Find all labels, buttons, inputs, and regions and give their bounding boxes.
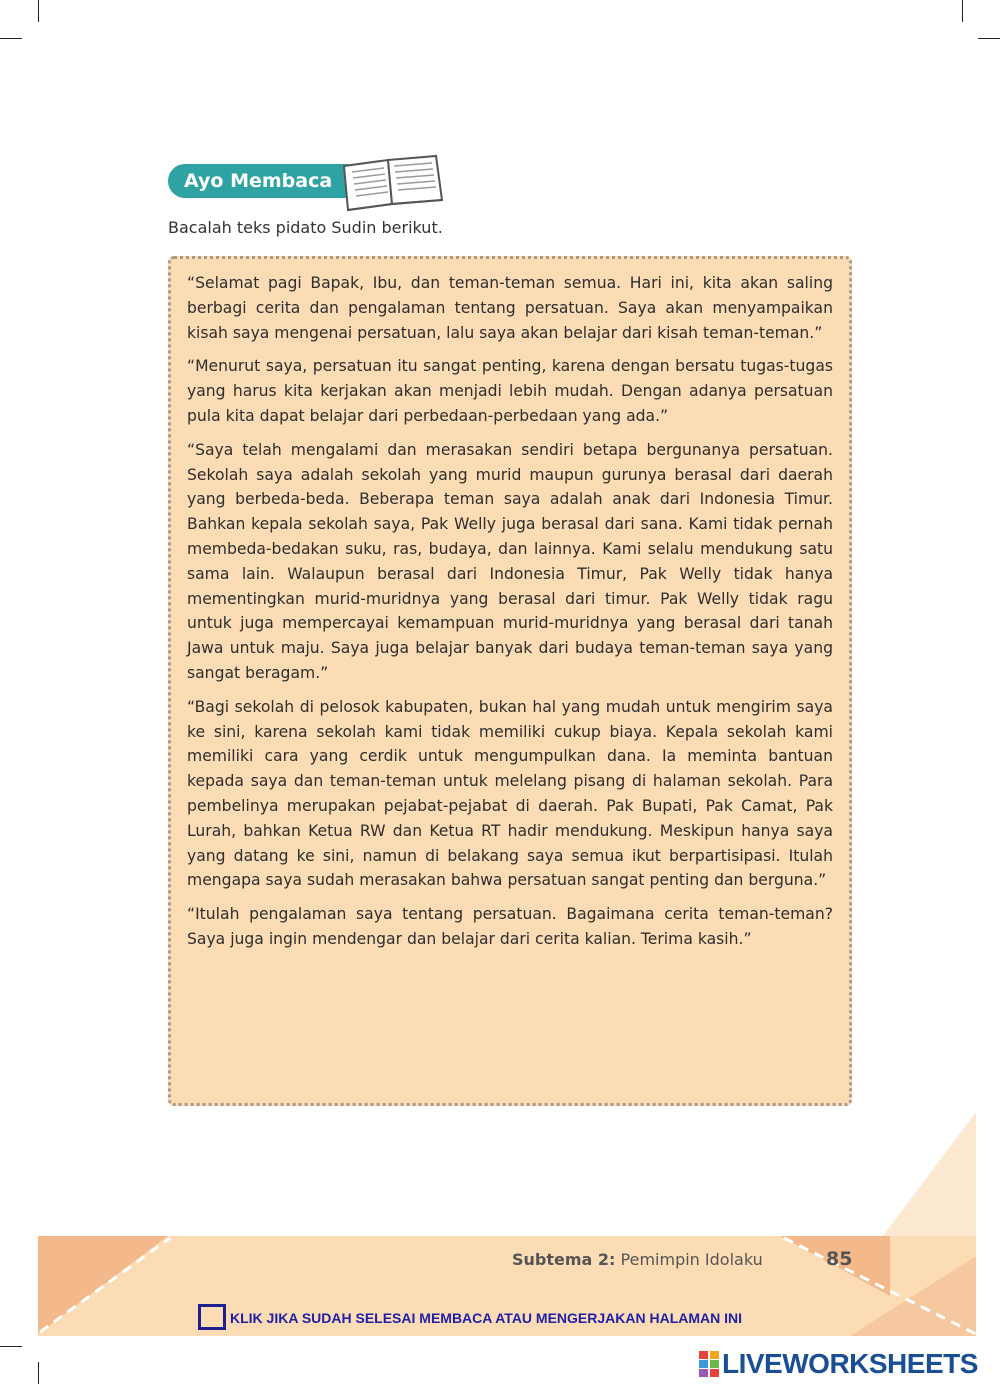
speech-paragraph: “Bagi sekolah di pelosok kabupaten, bukan hal yang mudah untuk mengirim saya ke sini, karena sekolah kami tidak memiliki cukup biaya. Kepala sekolah kami memiliki cara yang cerdik untuk mengumpulkan dana. Ia meminta bantuan kepada saya dan teman-teman untuk melelang pisang di halaman sekolah. Para pembelinya merupakan pejabat-pejabat di daerah. Pak Bupati, Pak Camat, Pak Lurah, bahkan Ketua RW dan Ketua RT hadir mendukung. Meskipun hanya saya yang datang ke sini, namun di belakang saya semua ikut berpartisipasi. Itulah mengapa saya sudah merasakan bahwa persatuan sangat penting dan berguna.” [187, 697, 833, 890]
subtema-title: Pemimpin Idolaku [620, 1250, 763, 1269]
completion-label[interactable]: KLIK JIKA SUDAH SELESAI MEMBACA ATAU MENGERJAKAN HALAMAN INI [230, 1310, 743, 1326]
heading-label: Ayo Membaca [168, 164, 348, 198]
speech-paragraph: “Menurut saya, persatuan itu sangat penting, karena dengan bersatu tugas-tugas yang harus kita kerjakan akan menjadi lebih mudah. Dengan adanya persatuan pula kita dapat belajar dari perbedaan-perbedaan yang ada.” [187, 357, 833, 425]
section-heading [168, 152, 448, 212]
page-number: 85 [826, 1248, 853, 1270]
speech-paragraph: “Itulah pengalaman saya tentang persatuan. Bagaimana cerita teman-teman? Saya juga ingin mendengar dan belajar dari cerita kalian. Terima kasih.” [187, 905, 833, 948]
footer-decoration [38, 1236, 178, 1336]
liveworksheets-logo [698, 1348, 978, 1380]
logo-text: LIVEWORKSHEETS [722, 1348, 978, 1379]
crop-mark [38, 0, 39, 22]
cubes-icon [698, 1350, 720, 1378]
crop-mark [38, 1362, 39, 1384]
crop-mark [978, 38, 1000, 39]
crop-mark [0, 38, 22, 39]
speech-paragraph: “Selamat pagi Bapak, Ibu, dan teman-teman semua. Hari ini, kita akan saling berbagi cerita dan pengalaman tentang persatuan. Saya akan menyampaikan kisah saya mengenai persatuan, lalu saya akan belajar dari kisah teman-teman.” [187, 274, 833, 342]
footer-decoration [780, 1236, 976, 1336]
crop-mark [962, 0, 963, 22]
crop-mark [0, 1346, 22, 1347]
subtema-label: Subtema 2: [512, 1250, 616, 1269]
footer-subtema [512, 1250, 763, 1269]
footer-decoration [880, 1112, 980, 1242]
intro-text: Bacalah teks pidato Sudin berikut. [168, 218, 443, 237]
completion-checkbox[interactable] [198, 1304, 226, 1330]
open-book-icon [338, 152, 446, 212]
speech-paragraph: “Saya telah mengalami dan merasakan sendiri betapa bergunanya persatuan. Sekolah saya adalah sekolah yang murid maupun gurunya berasal dari daerah yang berbeda-beda. Beberapa teman saya adalah anak dari Indonesia Timur. Bahkan kepala sekolah saya, Pak Welly juga berasal dari sana. Kami tidak pernah membeda-bedakan suku, ras, budaya, dan lainnya. Kami selalu mendukung satu sama lain. Walaupun berasal dari Indonesia Timur, Pak Welly tidak hanya mementingkan murid-muridnya yang berasal dari timur. Pak Welly tidak ragu untuk juga mempercayai kemampuan murid-muridnya yang berasal dari tanah Jawa untuk maju. Saya juga belajar banyak dari budaya teman-teman saya yang sangat beragam.” [187, 440, 833, 682]
speech-textbox [168, 256, 852, 1106]
